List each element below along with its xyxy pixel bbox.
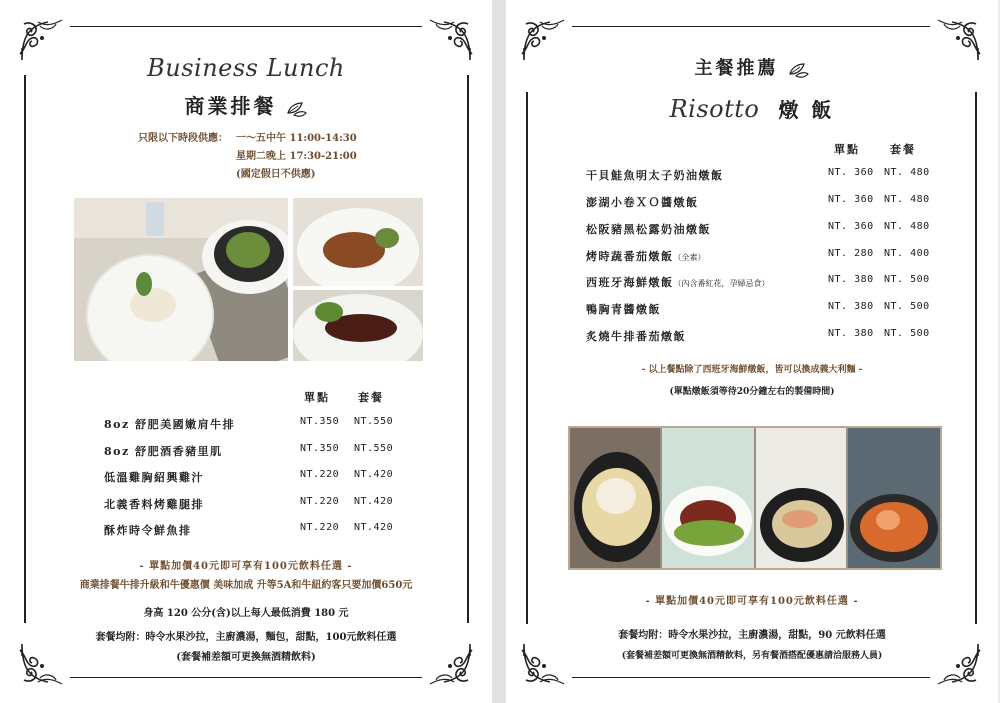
pasta-swap-note: - 以上餐點除了西班牙海鮮燉飯，皆可以換成義大利麵 - [641,365,863,375]
item-set-price: NT. 500 [884,274,930,285]
item-name: 8oz 舒肥酒香豬里肌 [104,445,223,458]
item-set-price: NT. 500 [884,301,930,312]
col-set-header: 套餐 [358,391,384,404]
risotto-heading [506,94,998,123]
title-block [506,54,998,80]
left-border [526,92,528,624]
item-set-price: NT.420 [354,469,394,480]
left-menu-page [0,0,492,703]
hours-line-1: 一～五中午 11:00-14:30 [236,133,357,144]
item-set-price: NT. 480 [884,194,930,205]
photo-steak-dish [293,290,423,361]
item-single-price: NT.220 [300,469,340,480]
set-drink-note: (套餐補差額可更換無酒精飲料) [176,652,316,663]
item-single-price: NT. 380 [828,274,874,285]
section-subtitle: 燉 飯 [778,98,835,122]
set-drink-note: (套餐補差額可更換無酒精飲料，另有餐酒搭配優惠請洽服務人員) [621,651,883,661]
item-name: 澎湖小卷ＸＯ醬燉飯 [586,196,699,209]
wagyu-upgrade-note: 商業排餐牛排升級和牛優惠價 美味加成 升等5A和牛紐約客只要加價650元 [79,580,413,591]
photo-lunch-spread [74,198,288,361]
set-includes-note: 套餐均附：時令水果沙拉，主廚濃湯，甜點，90 元飲料任選 [618,630,886,641]
leaf-icon [788,62,810,78]
photo-risotto-strip [568,426,942,570]
script-title: Business Lunch [147,54,345,82]
item-set-price: NT. 480 [884,167,930,178]
item-single-price: NT. 360 [828,194,874,205]
item-single-price: NT.350 [300,443,340,454]
minimum-charge-note: 身高 120 公分(含)以上每人最低消費 180 元 [143,608,349,619]
left-border [24,75,26,623]
corner-ornament-icon [18,640,64,686]
bottom-border [572,677,930,678]
right-border [975,92,977,624]
prep-time-note: (單點燉飯須等待20分鐘左右的製備時間) [669,387,835,397]
item-single-price: NT. 360 [828,221,874,232]
col-set-header: 套餐 [890,143,916,156]
drink-note: - 單點加價40元即可享有100元飲料任選 - [139,561,353,572]
item-set-price: NT. 500 [884,328,930,339]
page-title: 商業排餐 [184,94,277,118]
item-name: 8oz 舒肥美國嫩肩牛排 [104,418,236,431]
item-set-price: NT.550 [354,443,394,454]
item-name: 酥炸時令鮮魚排 [104,524,192,537]
item-set-price: NT. 400 [884,248,930,259]
bottom-border [70,677,422,678]
photo-chicken-dish [293,198,423,286]
hours-line-3: (國定假日不供應) [236,169,316,180]
item-single-price: NT. 380 [828,301,874,312]
item-set-price: NT. 480 [884,221,930,232]
drink-note: - 單點加價40元即可享有100元飲料任選 - [645,596,859,607]
right-menu-page [506,0,998,703]
item-set-price: NT.420 [354,522,394,533]
page-title: 主餐推薦 [694,58,779,79]
page-gutter [492,0,506,703]
hours-label: 只限以下時段供應： [138,133,228,144]
item-name: 鴨胸青醬燉飯 [586,303,661,316]
item-single-price: NT.220 [300,522,340,533]
corner-ornament-icon [520,640,566,686]
leaf-icon [286,101,308,117]
item-set-price: NT.420 [354,496,394,507]
hours-line-2: 星期二晚上 17:30-21:00 [236,151,357,162]
item-name: 西班牙海鮮燉飯（內含番紅花，孕婦忌食） [586,276,770,289]
item-single-price: NT. 280 [828,248,874,259]
title-block [0,90,492,119]
item-name: 炙燒牛排番茄燉飯 [586,330,686,343]
corner-ornament-icon [936,640,982,686]
corner-ornament-icon [428,640,474,686]
item-single-price: NT.350 [300,416,340,427]
item-name: 干貝鮭魚明太子奶油燉飯 [586,169,724,182]
item-single-price: NT.220 [300,496,340,507]
item-name: 松阪豬黑松露奶油燉飯 [586,223,711,236]
col-single-header: 單點 [834,143,860,156]
item-single-price: NT. 380 [828,328,874,339]
script-title: Risotto [669,95,760,123]
col-single-header: 單點 [304,391,330,404]
top-border [70,26,422,27]
item-single-price: NT. 360 [828,167,874,178]
right-border [467,75,469,623]
item-name: 烤時蔬番茄燉飯（全素） [586,250,706,263]
item-name: 低溫雞胸紹興雞汁 [104,471,204,484]
set-includes-note: 套餐均附：時令水果沙拉，主廚濃湯，麵包，甜點，100元飲料任選 [95,632,397,643]
item-set-price: NT.550 [354,416,394,427]
item-name: 北義香料烤雞腿排 [104,498,204,511]
top-border [572,26,930,27]
